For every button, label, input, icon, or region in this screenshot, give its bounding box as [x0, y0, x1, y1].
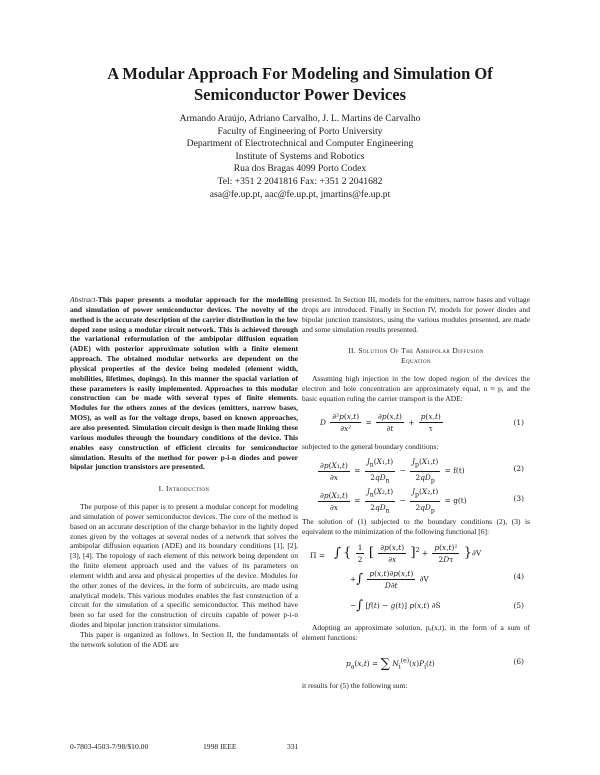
author-block — [60, 113, 540, 201]
section-2-heading — [302, 346, 530, 366]
section-2-paragraph-4: Adopting an approximate solution, pₐ(x,t), in the form of a sum of element functions: — [302, 623, 530, 642]
author-email: asa@fe.up.pt, aac@fe.up.pt, jmartins@fe.up.pt — [209, 188, 391, 200]
equation-1: D $\frac{\text{∂²p(x,t)}}{\text{∂x²}}$ = $\frac{\partial p(x,t)}{\partial t}$ + $\frac{p(x,t)}{\tau}$ (1) — [302, 410, 530, 436]
section-2-paragraph-5: it results for (5) the following sum: — [302, 680, 408, 690]
author-names: Armando Araújo, Adriano Carvalho, J. L. Martins de Carvalho — [179, 113, 421, 124]
title-line-1: A Modular Approach For Modeling and Simulation Of — [107, 64, 493, 83]
footer-copyright: 1998 IEEE — [203, 742, 237, 751]
right-column — [302, 295, 530, 691]
section-2-heading-line-2: Equation — [401, 356, 431, 366]
intro-paragraph-2: This paper is organized as follows. In Section II, the fundamentals of the network solution of the ADE are — [70, 629, 298, 649]
author-department: Department of Electrotechnical and Computer Engineering — [186, 138, 414, 150]
intro-paragraph-1: The purpose of this paper is to present a modular concept for modeling and simulation of power semiconductor devices. The core of the method is based on an accurate description of the charge behavior in the lightly doped zones given by the voltages at several nodes of a network that solves the ambipolar diffusion equation (ADE) and its boundary conditions [1], [2], [3], [4]. The topology of each element of this network being dependent on the finite element approach used and the values of its parameters on element width and area and physical properties of the device. Modules for the other zones of the devices, in the form of subcircuits, are made using analytical models. This various modules enables the fast construction of a circuit for the simulation of a specific semiconductor. This method have been so far used for the construction of circuits capable of power p-i-n diodes and bipolar junction transistor simulations. — [70, 501, 298, 630]
footer-page-number: 331 — [287, 742, 299, 751]
equation-3: $\frac{\text{∂p(X₂,t)}}{\partial x}$ = $\frac{J_n(X_2,t)}{2qD_n}$ − $\frac{J_p(X_2,t)}{2qD_p}$ = g(t) (3) — [320, 487, 524, 515]
paper-title — [40, 63, 560, 105]
section-2-paragraph-1: Assuming high injection in the low doped region of the devices the electron and hole concentration are approximately equal, n ≈ p, and the basic equation ruling the carrier transport is the ADE: — [302, 373, 530, 403]
author-institute: Institute of Systems and Robotics — [235, 150, 365, 162]
equation-4-number: (4) — [513, 571, 524, 581]
section-2-heading-line-1: II. Solution Of The Ambipolar Diffusion — [348, 346, 484, 356]
right-intro-paragraph: presented. In Section III, models for the emitters, narrow bases and voltage drops are introduced. Finally in Section IV, models for power diodes and bipolar junction transistors, using the various modules presented, are made and some simulation results presented. — [302, 295, 530, 334]
author-address: Rua dos Bragas 4099 Porto Codex — [233, 163, 367, 175]
abstract — [70, 295, 298, 472]
functional-symbol: Π — [310, 551, 317, 561]
left-column — [70, 295, 298, 650]
equation-2-number: (2) — [513, 464, 524, 474]
equation-1-number: (1) — [513, 417, 524, 427]
author-faculty: Faculty of Engineering of Porto University — [217, 125, 383, 137]
title-line-2: Semiconductor Power Devices — [193, 85, 406, 104]
equation-5: −∫ [f(t) − g(t)] p(x,t) ∂S (5) — [350, 598, 524, 614]
equation-5-number: (5) — [513, 601, 524, 611]
equation-2: $\frac{\text{∂p(X₁,t)}}{\partial x}$ = $\frac{J_n(X_1,t)}{2qD_n}$ − $\frac{J_p(X_1,t)}{2qD_p}$ = f(t) (2) — [320, 457, 524, 485]
equation-6-number: (6) — [513, 656, 524, 666]
author-phone: Tel: +351 2 2041816 Fax: +351 2 2041682 — [217, 175, 383, 187]
section-2-paragraph-2: subjected to the general boundary conditions: — [302, 441, 439, 451]
footer-isbn: 0-7803-4503-7/98/$10.00 — [70, 742, 149, 751]
section-2-paragraph-3: The solution of (1) subjected to the boundary conditions (2), (3) is equivalent to the minimization of the following functional [6]: — [302, 517, 530, 537]
equation-3-rhs: = g(t) — [444, 496, 467, 506]
equation-3-number: (3) — [513, 494, 524, 504]
equation-2-rhs: = f(t) — [444, 466, 465, 476]
abstract-label: Abstract — [70, 295, 96, 304]
equation-6: $p_a(x,t)$ = ∑ $N_i^{(e)}(x)P_i(t)$ (6) — [302, 649, 530, 675]
equation-4: Π = ∫ { $\frac{1}{2}$ [ $\frac{\partial p(x,t)}{\partial x}$ ]$^2$ + $\frac{\text{p(x,t)²}}{2D\tau}$ }∂V +∫ $\frac{p(x,t)\partial p(x,t)}{D\partial t}$ ∂V (4) — [310, 543, 524, 591]
section-1-heading: I. Introduction — [158, 484, 210, 494]
abstract-text: -This paper presents a modular approach for the modelling and simulation of power semiconductor devices. The novelty of the method is the accurate description of the carrier distribution in the low doped zone using a modular circuit network. This is achieved through the variational reformulation of the ambipolar diffusion equation (ADE) with posterior approximate solution with a finite element approach. The obtained modular networks are dependent on the physical properties of the device being modeled (element width, mobilities, lifetimes, dopings). In this manner the spacial variation of these parameters is easily implemented. Approaches to this modular construction can be made with several types of finite elements. Modules for the others zones of the devices (emitters, narrow bases, MOS), as well as for the voltage drops, based on known approaches, are also presented. Simulation circuit design is then made linking these various modules through the boundary conditions of the device. This enables easy construction of efficient circuits for semiconductor simulation. Results of the method for power p-i-n diodes and power bipolar junction transistors are presented. — [70, 295, 298, 472]
